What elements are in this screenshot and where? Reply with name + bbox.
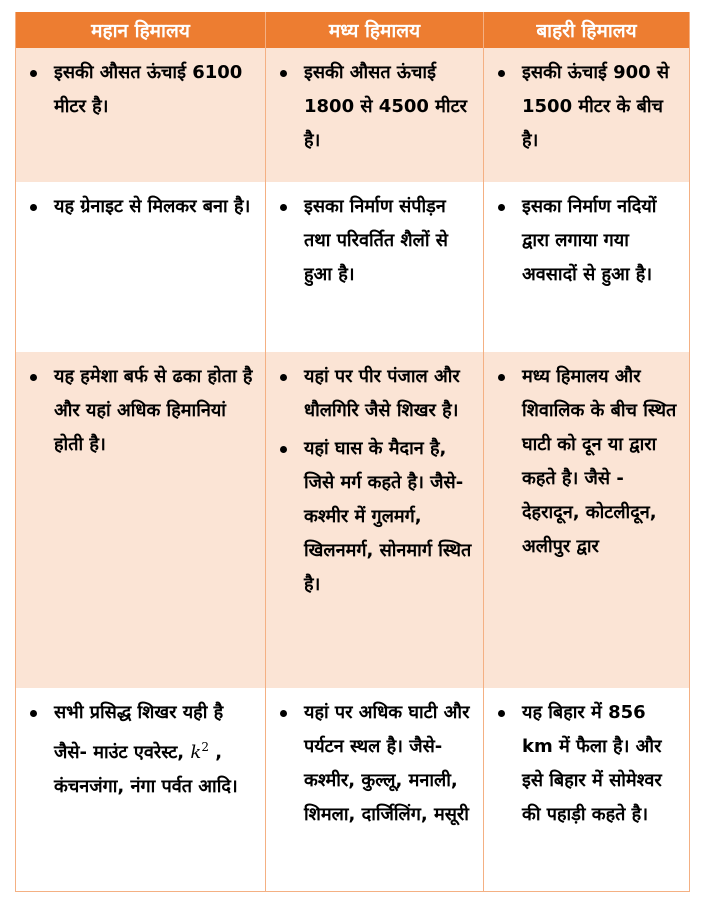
header-row bbox=[16, 12, 690, 48]
bullet-icon bbox=[498, 710, 505, 717]
cell-text: मध्य हिमालय और शिवालिक के बीच स्थित घाटी को दून या द्वारा कहते है। जैसे - देहरादून, कोटलीदून, अलीपुर द्वार bbox=[522, 366, 677, 557]
list-item bbox=[304, 56, 475, 158]
table-cell bbox=[16, 352, 266, 688]
cell-text: इसकी ऊंचाई 900 से 1500 मीटर के बीच है। bbox=[522, 62, 670, 151]
cell-text: यह हमेशा बर्फ से ढका होता है और यहां अधिक हिमानियां होती है। bbox=[54, 366, 253, 455]
list-item bbox=[304, 696, 475, 832]
list-item bbox=[54, 696, 257, 804]
bullet-icon bbox=[280, 374, 287, 381]
bullet-icon bbox=[280, 710, 287, 717]
cell-text-after-math: , कंचनजंगा, नंगा पर्वत आदि। bbox=[54, 742, 238, 797]
cell-text: यहां पर पीर पंजाल और धौलगिरि जैसे शिखर है। bbox=[304, 366, 460, 421]
table-cell bbox=[484, 48, 690, 182]
list-item bbox=[54, 360, 257, 462]
table-cell bbox=[484, 688, 690, 891]
list-item bbox=[304, 190, 475, 292]
cell-text: इसका निर्माण नदियों द्वारा लगाया गया अवसादों से हुआ है। bbox=[522, 196, 657, 285]
list-item bbox=[304, 432, 475, 602]
header-greater-himalaya: महान हिमालय bbox=[16, 12, 266, 48]
himalaya-comparison-table bbox=[15, 12, 690, 892]
table-cell bbox=[484, 352, 690, 688]
table-cell bbox=[16, 688, 266, 891]
list-item bbox=[54, 190, 257, 224]
bullet-icon bbox=[280, 70, 287, 77]
table-cell bbox=[266, 48, 484, 182]
cell-text-before-math: सभी प्रसिद्ध शिखर यही है जैसे- माउंट एवरेस्ट, bbox=[54, 702, 224, 763]
list-item bbox=[522, 190, 681, 292]
list-item bbox=[522, 56, 681, 158]
header-middle-himalaya: मध्य हिमालय bbox=[266, 12, 484, 48]
table-row bbox=[16, 688, 690, 891]
cell-text: इसकी औसत ऊंचाई 1800 से 4500 मीटर है। bbox=[304, 62, 468, 151]
table-cell bbox=[266, 688, 484, 891]
table-cell bbox=[266, 352, 484, 688]
math-k-squared bbox=[190, 742, 209, 763]
cell-text: यहां पर अधिक घाटी और पर्यटन स्थल है। जैसे- कश्मीर, कुल्लू, मनाली, शिमला, दार्जिलिंग, मसूरी bbox=[304, 702, 470, 825]
table-cell bbox=[484, 182, 690, 352]
cell-text: यहां घास के मैदान है, जिसे मर्ग कहते है। जैसे- कश्मीर में गुलमर्ग, खिलनमर्ग, सोनमार्ग स्थित है। bbox=[304, 438, 472, 595]
list-item bbox=[522, 696, 681, 832]
bullet-icon bbox=[30, 374, 37, 381]
list-item bbox=[54, 56, 257, 124]
header-outer-himalaya: बाहरी हिमालय bbox=[484, 12, 690, 48]
table-cell bbox=[16, 182, 266, 352]
list-item bbox=[304, 360, 475, 428]
bullet-icon bbox=[280, 446, 287, 453]
math-exponent: 2 bbox=[201, 740, 209, 754]
table-row bbox=[16, 182, 690, 352]
math-base: k bbox=[190, 742, 202, 763]
bullet-icon bbox=[280, 204, 287, 211]
bullet-icon bbox=[498, 70, 505, 77]
cell-text: इसका निर्माण संपीड़न तथा परिवर्तित शैलों से हुआ है। bbox=[304, 196, 448, 285]
table-cell bbox=[16, 48, 266, 182]
bullet-icon bbox=[498, 204, 505, 211]
cell-text: यह बिहार में 856 km में फैला है। और इसे बिहार में सोमेश्वर की पहाड़ी कहते है। bbox=[522, 702, 662, 825]
bullet-icon bbox=[30, 204, 37, 211]
table-row bbox=[16, 48, 690, 182]
cell-text: यह ग्रेनाइट से मिलकर बना है। bbox=[54, 196, 251, 217]
table-cell bbox=[266, 182, 484, 352]
list-item bbox=[522, 360, 681, 564]
bullet-icon bbox=[498, 374, 505, 381]
bullet-icon bbox=[30, 710, 37, 717]
cell-text: इसकी औसत ऊंचाई 6100 मीटर है। bbox=[54, 62, 243, 117]
bullet-icon bbox=[30, 70, 37, 77]
table-row bbox=[16, 352, 690, 688]
